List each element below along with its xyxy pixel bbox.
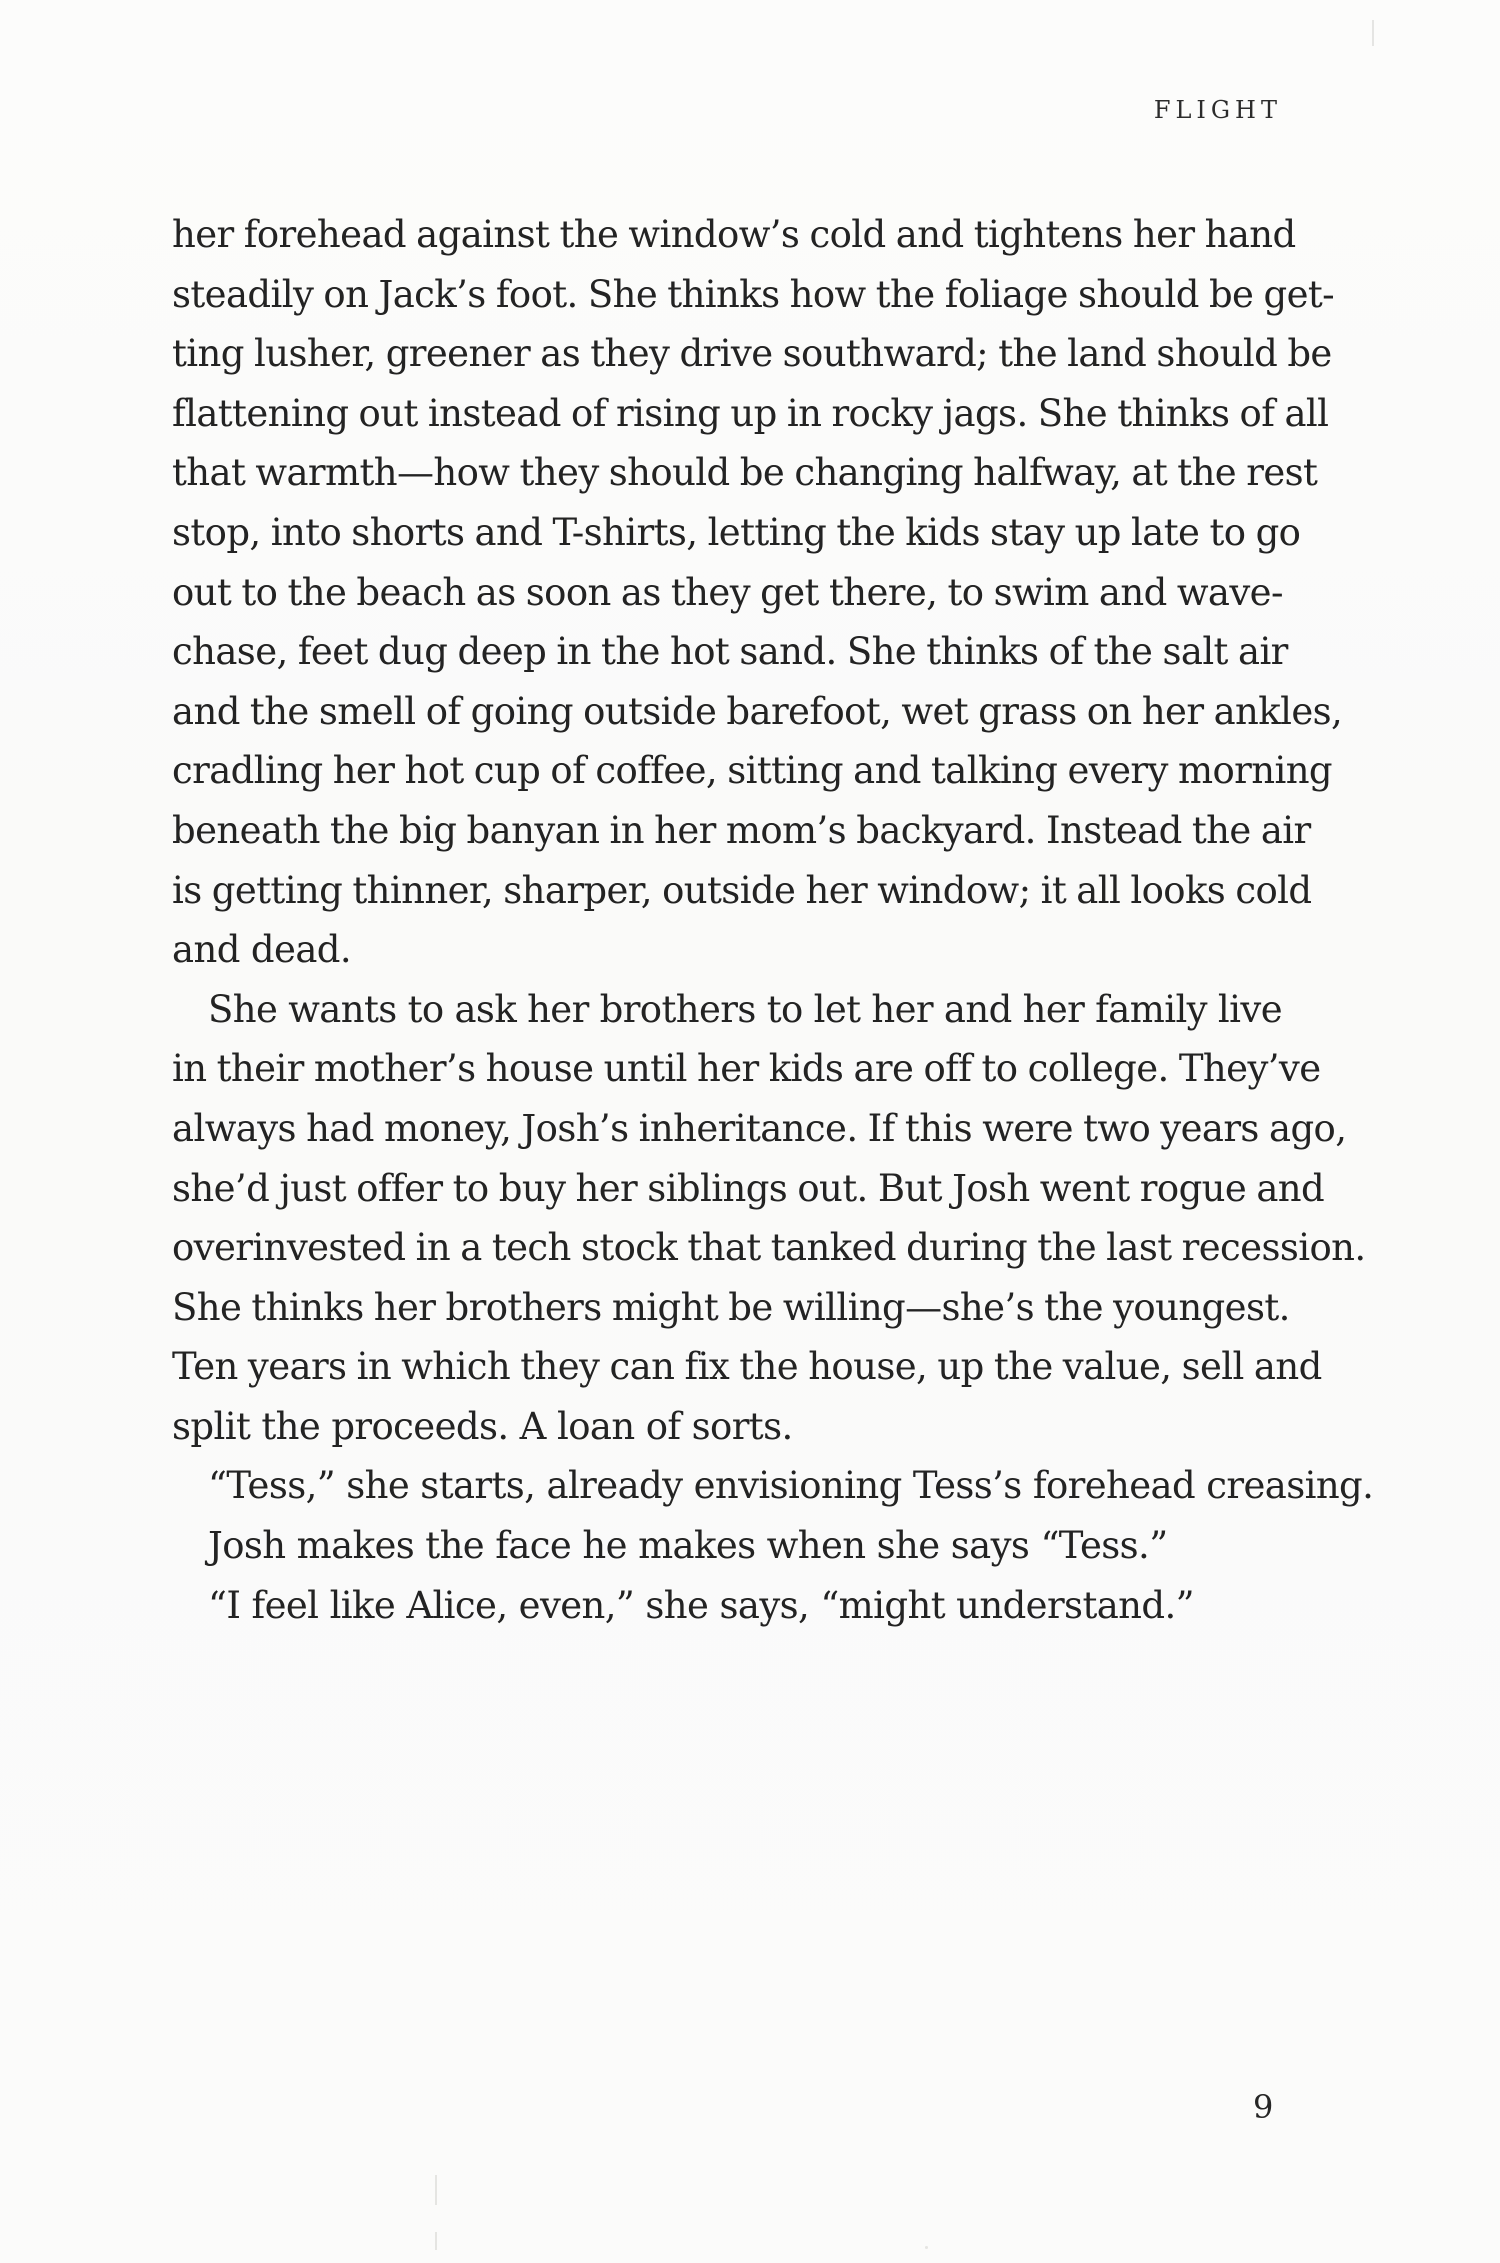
text-line: ting lusher, greener as they drive southward; the land should be (172, 332, 1332, 376)
text-line: and the smell of going outside barefoot, wet grass on her ankles, (172, 689, 1343, 733)
paragraph (172, 1576, 1282, 1636)
text-line: stop, into shorts and T-shirts, letting the kids stay up late to go (172, 510, 1301, 554)
paragraph (172, 205, 1343, 980)
text-line: Ten years in which they can fix the house, up the value, sell and (172, 1345, 1322, 1389)
text-line: chase, feet dug deep in the hot sand. She thinks of the salt air (172, 630, 1288, 674)
text-line: overinvested in a tech stock that tanked during the last recession. (172, 1226, 1366, 1270)
scan-artifact (925, 2246, 928, 2249)
text-line: that warmth—how they should be changing halfway, at the rest (172, 451, 1318, 495)
text-line: “I feel like Alice, even,” she says, “might understand.” (208, 1583, 1194, 1627)
text-line: her forehead against the window’s cold and tightens her hand (172, 213, 1296, 256)
text-line: in their mother’s house until her kids are off to college. They’ve (172, 1047, 1321, 1091)
scan-artifact (435, 2232, 437, 2250)
text-line: “Tess,” she starts, already envisioning Tess’s forehead creasing. (208, 1464, 1374, 1508)
scan-artifact (1372, 20, 1374, 46)
text-line: Josh makes the face he makes when she says “Tess.” (208, 1524, 1168, 1568)
text-line: out to the beach as soon as they get there, to swim and wave- (172, 570, 1283, 614)
text-line: and dead. (172, 928, 352, 972)
text-line: flattening out instead of rising up in rocky jags. She thinks of all (172, 391, 1329, 435)
text-line: beneath the big banyan in her mom’s backyard. Instead the air (172, 808, 1311, 852)
paragraph (172, 980, 1366, 1457)
text-line: split the proceeds. A loan of sorts. (172, 1404, 793, 1448)
text-line: she’d just offer to buy her siblings out. But Josh went rogue and (172, 1166, 1325, 1210)
running-header: FLIGHT (1153, 96, 1282, 124)
text-line: She wants to ask her brothers to let her and her family live (208, 987, 1282, 1031)
text-line: always had money, Josh’s inheritance. If this were two years ago, (172, 1106, 1347, 1150)
text-line: cradling her hot cup of coffee, sitting and talking every morning (172, 749, 1333, 793)
scan-artifact (435, 2175, 437, 2205)
text-line: steadily on Jack’s foot. She thinks how the foliage should be get- (172, 272, 1335, 316)
page-number: 9 (1253, 2088, 1274, 2126)
text-line: She thinks her brothers might be willing—she’s the youngest. (172, 1285, 1290, 1329)
body-text (172, 205, 1374, 1635)
paragraph (172, 1516, 1282, 1576)
text-line: is getting thinner, sharper, outside her window; it all looks cold (172, 868, 1312, 912)
paragraph (172, 1456, 1374, 1516)
